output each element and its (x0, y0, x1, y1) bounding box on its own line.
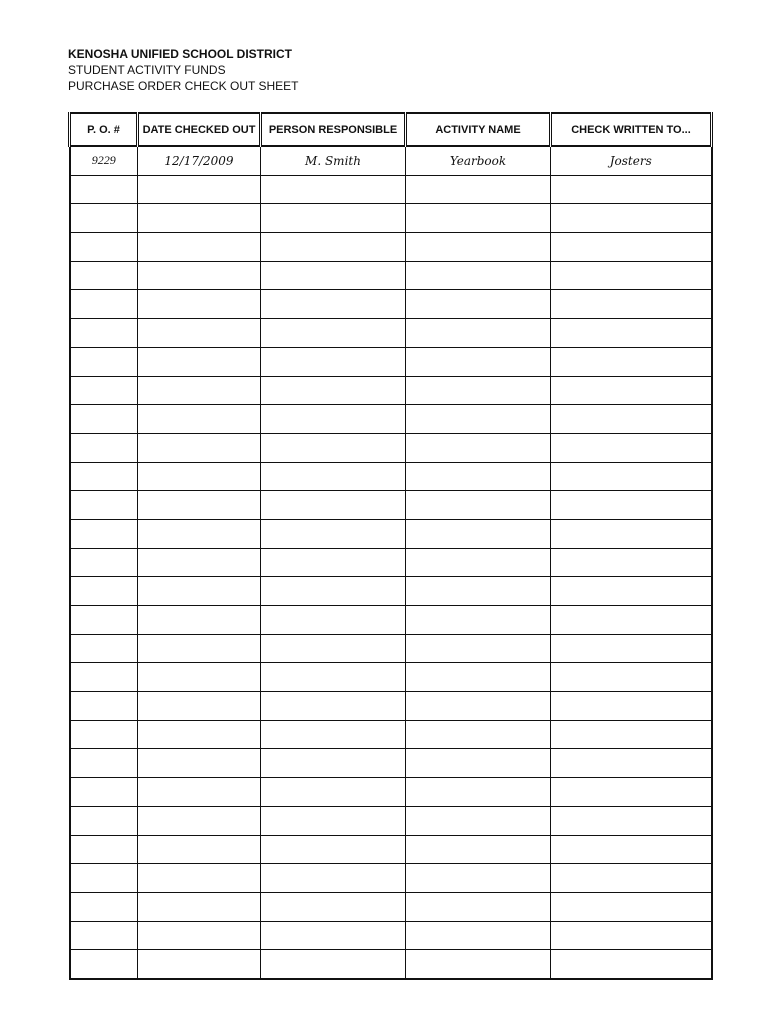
cell-date-checked-out[interactable] (138, 692, 261, 721)
cell-check-written-to[interactable] (551, 778, 712, 807)
cell-po-number[interactable] (70, 835, 138, 864)
cell-check-written-to[interactable] (551, 892, 712, 921)
cell-person-responsible[interactable] (261, 921, 406, 950)
cell-check-written-to[interactable] (551, 921, 712, 950)
cell-po-number[interactable] (70, 261, 138, 290)
cell-check-written-to[interactable] (551, 606, 712, 635)
cell-date-checked-out[interactable] (138, 376, 261, 405)
cell-check-written-to[interactable] (551, 491, 712, 520)
cell-check-written-to[interactable] (551, 749, 712, 778)
table-row (70, 749, 712, 778)
table-row (70, 950, 712, 979)
cell-person-responsible[interactable] (261, 175, 406, 204)
table-row (70, 663, 712, 692)
cell-date-checked-out[interactable] (138, 433, 261, 462)
cell-person-responsible[interactable] (261, 864, 406, 893)
cell-po-number[interactable] (70, 548, 138, 577)
cell-person-responsible[interactable] (261, 405, 406, 434)
column-header-activity-name: ACTIVITY NAME (406, 113, 551, 146)
cell-activity-name[interactable] (406, 548, 551, 577)
cell-activity-name[interactable] (406, 261, 551, 290)
cell-activity-name[interactable] (406, 290, 551, 319)
table-row (70, 806, 712, 835)
cell-activity-name[interactable] (406, 692, 551, 721)
cell-po-number[interactable] (70, 634, 138, 663)
cell-check-written-to[interactable] (551, 864, 712, 893)
cell-person-responsible[interactable] (261, 606, 406, 635)
cell-date-checked-out[interactable] (138, 577, 261, 606)
cell-person-responsible[interactable] (261, 778, 406, 807)
cell-date-checked-out[interactable] (138, 778, 261, 807)
cell-activity-name[interactable] (406, 921, 551, 950)
cell-person-responsible[interactable] (261, 233, 406, 262)
cell-po-number[interactable] (70, 749, 138, 778)
table-row (70, 577, 712, 606)
cell-check-written-to[interactable] (551, 806, 712, 835)
table-row (70, 692, 712, 721)
cell-date-checked-out[interactable] (138, 921, 261, 950)
cell-person-responsible[interactable] (261, 261, 406, 290)
cell-person-responsible[interactable] (261, 806, 406, 835)
cell-person-responsible[interactable] (261, 519, 406, 548)
column-header-check-written-to: CHECK WRITTEN TO... (551, 113, 712, 146)
table-row (70, 606, 712, 635)
table-row (70, 290, 712, 319)
header-row (70, 113, 712, 146)
cell-po-number[interactable] (70, 405, 138, 434)
cell-check-written-to[interactable] (551, 462, 712, 491)
cell-person-responsible[interactable] (261, 835, 406, 864)
cell-po-number[interactable] (70, 519, 138, 548)
cell-date-checked-out[interactable] (138, 175, 261, 204)
cell-po-number[interactable] (70, 606, 138, 635)
cell-activity-name[interactable] (406, 720, 551, 749)
cell-check-written-to[interactable] (551, 577, 712, 606)
cell-activity-name[interactable] (406, 749, 551, 778)
cell-activity-name[interactable] (406, 376, 551, 405)
cell-activity-name[interactable] (406, 950, 551, 979)
cell-check-written-to[interactable] (551, 950, 712, 979)
cell-activity-name[interactable] (406, 319, 551, 348)
sheet-subtitle: PURCHASE ORDER CHECK OUT SHEET (68, 79, 299, 93)
table-row (70, 519, 712, 548)
cell-check-written-to[interactable] (551, 290, 712, 319)
table-row (70, 491, 712, 520)
cell-po-number[interactable] (70, 491, 138, 520)
table-row (70, 921, 712, 950)
cell-activity-name[interactable] (406, 175, 551, 204)
cell-check-written-to[interactable] (551, 261, 712, 290)
cell-check-written-to[interactable] (551, 548, 712, 577)
cell-person-responsible[interactable] (261, 577, 406, 606)
cell-activity-name[interactable] (406, 634, 551, 663)
cell-po-number[interactable] (70, 892, 138, 921)
column-header-po-number: P. O. # (70, 113, 138, 146)
cell-activity-name[interactable] (406, 433, 551, 462)
table-row (70, 204, 712, 233)
cell-person-responsible[interactable] (261, 290, 406, 319)
cell-date-checked-out[interactable] (138, 864, 261, 893)
cell-activity-name[interactable] (406, 577, 551, 606)
cell-check-written-to[interactable] (551, 347, 712, 376)
cell-activity-name[interactable] (406, 806, 551, 835)
cell-activity-name[interactable] (406, 864, 551, 893)
cell-date-checked-out[interactable] (138, 347, 261, 376)
cell-date-checked-out[interactable] (138, 519, 261, 548)
table-row (70, 548, 712, 577)
cell-date-checked-out[interactable] (138, 204, 261, 233)
cell-check-written-to[interactable] (551, 204, 712, 233)
cell-po-number[interactable] (70, 290, 138, 319)
cell-check-written-to[interactable] (551, 405, 712, 434)
checkout-table (68, 112, 713, 980)
cell-po-number[interactable] (70, 433, 138, 462)
cell-check-written-to[interactable] (551, 233, 712, 262)
cell-check-written-to[interactable] (551, 519, 712, 548)
table-row (70, 778, 712, 807)
document-header (68, 46, 298, 94)
cell-activity-name[interactable] (406, 347, 551, 376)
cell-person-responsible[interactable] (261, 634, 406, 663)
cell-date-checked-out[interactable] (138, 319, 261, 348)
cell-date-checked-out[interactable] (138, 835, 261, 864)
cell-date-checked-out[interactable] (138, 261, 261, 290)
cell-po-number[interactable] (70, 663, 138, 692)
cell-date-checked-out[interactable] (138, 950, 261, 979)
cell-person-responsible[interactable] (261, 491, 406, 520)
cell-date-checked-out[interactable]: 12/17/2009 (138, 146, 261, 175)
cell-check-written-to[interactable] (551, 175, 712, 204)
cell-person-responsible[interactable] (261, 462, 406, 491)
cell-po-number[interactable] (70, 462, 138, 491)
cell-po-number[interactable]: 9229 (70, 146, 138, 175)
cell-activity-name[interactable] (406, 491, 551, 520)
cell-po-number[interactable] (70, 175, 138, 204)
table-row (70, 462, 712, 491)
cell-date-checked-out[interactable] (138, 491, 261, 520)
table-row (70, 319, 712, 348)
cell-po-number[interactable] (70, 319, 138, 348)
cell-check-written-to[interactable] (551, 663, 712, 692)
cell-po-number[interactable] (70, 233, 138, 262)
cell-po-number[interactable] (70, 806, 138, 835)
cell-date-checked-out[interactable] (138, 606, 261, 635)
table-row (70, 864, 712, 893)
cell-person-responsible[interactable] (261, 319, 406, 348)
table-row (70, 892, 712, 921)
cell-person-responsible[interactable] (261, 663, 406, 692)
column-header-date-checked-out: DATE CHECKED OUT (138, 113, 261, 146)
cell-person-responsible[interactable] (261, 892, 406, 921)
cell-date-checked-out[interactable] (138, 290, 261, 319)
cell-date-checked-out[interactable] (138, 233, 261, 262)
table-row (70, 835, 712, 864)
cell-po-number[interactable] (70, 376, 138, 405)
cell-po-number[interactable] (70, 950, 138, 979)
table-row (70, 261, 712, 290)
cell-po-number[interactable] (70, 347, 138, 376)
cell-po-number[interactable] (70, 577, 138, 606)
cell-date-checked-out[interactable] (138, 548, 261, 577)
cell-date-checked-out[interactable] (138, 720, 261, 749)
cell-date-checked-out[interactable] (138, 749, 261, 778)
cell-activity-name[interactable] (406, 892, 551, 921)
cell-date-checked-out[interactable] (138, 405, 261, 434)
cell-date-checked-out[interactable] (138, 892, 261, 921)
cell-person-responsible[interactable] (261, 204, 406, 233)
table-row (70, 405, 712, 434)
cell-activity-name[interactable] (406, 606, 551, 635)
cell-check-written-to[interactable] (551, 835, 712, 864)
cell-po-number[interactable] (70, 692, 138, 721)
cell-person-responsible[interactable] (261, 548, 406, 577)
cell-check-written-to[interactable] (551, 692, 712, 721)
cell-activity-name[interactable]: Yearbook (406, 146, 551, 175)
cell-check-written-to[interactable] (551, 433, 712, 462)
table-row (70, 233, 712, 262)
cell-person-responsible[interactable] (261, 376, 406, 405)
cell-date-checked-out[interactable] (138, 663, 261, 692)
cell-activity-name[interactable] (406, 835, 551, 864)
cell-activity-name[interactable] (406, 204, 551, 233)
cell-activity-name[interactable] (406, 519, 551, 548)
cell-check-written-to[interactable] (551, 720, 712, 749)
table-row (70, 175, 712, 204)
cell-check-written-to[interactable]: Josters (551, 146, 712, 175)
cell-activity-name[interactable] (406, 778, 551, 807)
table-row (70, 433, 712, 462)
table-row (70, 146, 712, 175)
cell-person-responsible[interactable] (261, 720, 406, 749)
cell-check-written-to[interactable] (551, 376, 712, 405)
cell-po-number[interactable] (70, 864, 138, 893)
cell-activity-name[interactable] (406, 233, 551, 262)
cell-activity-name[interactable] (406, 462, 551, 491)
table-row (70, 347, 712, 376)
table-row (70, 720, 712, 749)
cell-po-number[interactable] (70, 204, 138, 233)
cell-person-responsible[interactable] (261, 347, 406, 376)
cell-po-number[interactable] (70, 720, 138, 749)
cell-date-checked-out[interactable] (138, 806, 261, 835)
cell-po-number[interactable] (70, 921, 138, 950)
cell-activity-name[interactable] (406, 405, 551, 434)
cell-activity-name[interactable] (406, 663, 551, 692)
cell-check-written-to[interactable] (551, 634, 712, 663)
fund-subtitle: STUDENT ACTIVITY FUNDS (68, 63, 226, 77)
cell-person-responsible[interactable] (261, 692, 406, 721)
cell-person-responsible[interactable] (261, 433, 406, 462)
table-row (70, 634, 712, 663)
table-body (70, 146, 712, 979)
table-row (70, 376, 712, 405)
cell-check-written-to[interactable] (551, 319, 712, 348)
cell-person-responsible[interactable] (261, 950, 406, 979)
cell-po-number[interactable] (70, 778, 138, 807)
column-header-person-responsible: PERSON RESPONSIBLE (261, 113, 406, 146)
cell-person-responsible[interactable]: M. Smith (261, 146, 406, 175)
cell-person-responsible[interactable] (261, 749, 406, 778)
cell-date-checked-out[interactable] (138, 462, 261, 491)
cell-date-checked-out[interactable] (138, 634, 261, 663)
district-title: KENOSHA UNIFIED SCHOOL DISTRICT (68, 47, 293, 61)
